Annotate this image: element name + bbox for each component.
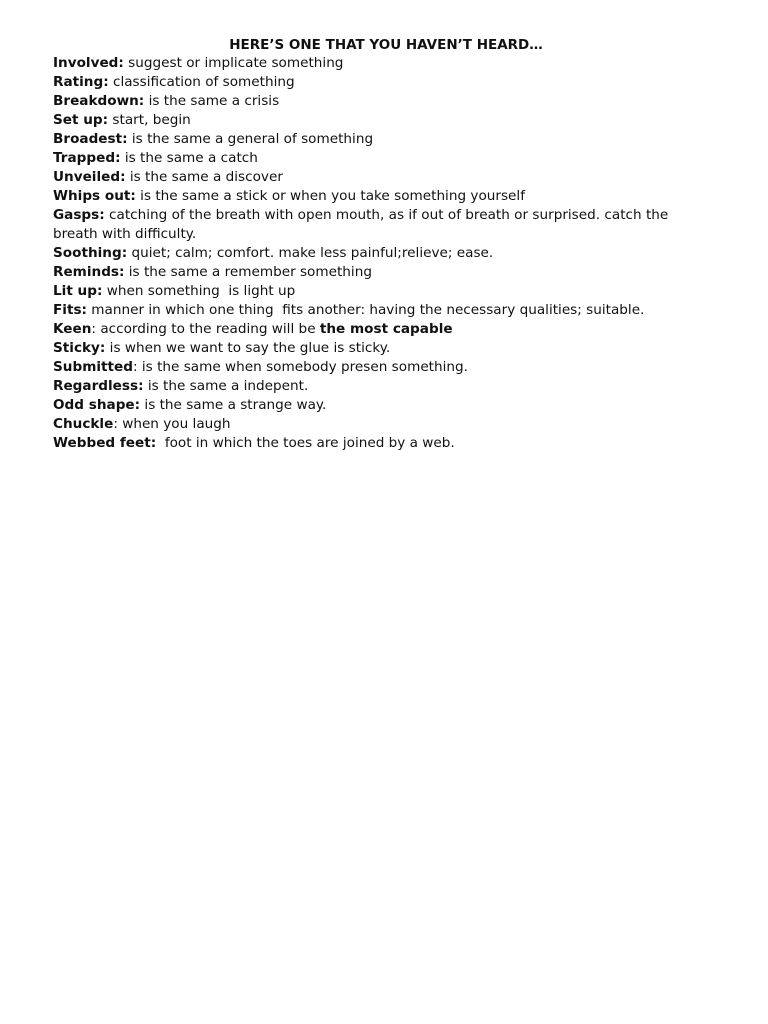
entry-term: Set up:: [53, 112, 109, 128]
vocabulary-entry: [53, 187, 693, 206]
entry-term: Reminds:: [53, 264, 125, 280]
entry-term: Breakdown:: [53, 93, 145, 109]
vocabulary-entry: [53, 73, 693, 92]
entry-term: Chuckle: [53, 416, 114, 432]
vocabulary-entry: [53, 339, 693, 358]
entry-term: Sticky:: [53, 340, 106, 356]
entry-term: Submitted: [53, 359, 133, 375]
vocabulary-entry: [53, 434, 693, 453]
vocabulary-entry: [53, 377, 693, 396]
vocabulary-entry: [53, 301, 693, 320]
entry-term: Regardless:: [53, 378, 144, 394]
entry-definition: is the same a strange way.: [140, 397, 327, 413]
entry-definition: catching of the breath with open mouth, as if out of breath or surprised. catch the breath with difficulty.: [53, 207, 673, 242]
entry-term: Gasps:: [53, 207, 105, 223]
entry-definition: classification of something: [108, 74, 295, 90]
entry-definition: is the same a discover: [125, 169, 283, 185]
entry-term: Broadest:: [53, 131, 128, 147]
vocabulary-entry: [53, 415, 693, 434]
entry-term: Keen: [53, 321, 92, 337]
entry-term: Trapped:: [53, 150, 121, 166]
entry-definition: quiet; calm; comfort. make less painful;relieve; ease.: [127, 245, 494, 261]
entry-definition: suggest or implicate something: [123, 55, 344, 71]
vocabulary-entry: [53, 149, 693, 168]
vocabulary-entry: [53, 282, 693, 301]
vocabulary-entry: [53, 396, 693, 415]
entry-term: Involved:: [53, 55, 124, 71]
entry-definition: is the same a catch: [120, 150, 258, 166]
entry-definition: : when you laugh: [113, 416, 231, 432]
vocabulary-entry: [53, 263, 693, 282]
entry-definition: is the same a general of something: [127, 131, 374, 147]
vocabulary-entry: [53, 130, 693, 149]
entry-term: Unveiled:: [53, 169, 126, 185]
vocabulary-entry: [53, 320, 693, 339]
vocabulary-entry: [53, 54, 693, 73]
entry-definition: is the same a crisis: [144, 93, 280, 109]
entry-term: Fits:: [53, 302, 87, 318]
entry-definition-emphasis: the most capable: [319, 321, 453, 337]
entry-definition: is the same a indepent.: [143, 378, 309, 394]
entry-term: Webbed feet:: [53, 435, 157, 451]
vocabulary-entry: [53, 168, 693, 187]
entry-definition: manner in which one thing fits another: having the necessary qualities; suitable.: [86, 302, 645, 318]
vocabulary-entry: [53, 358, 693, 377]
vocabulary-entry: [53, 244, 693, 263]
vocabulary-list: [53, 54, 693, 453]
entry-term: Soothing:: [53, 245, 128, 261]
entry-connector: : according to the reading will be: [91, 321, 320, 337]
document-title: HERE’S ONE THAT YOU HAVEN’T HEARD…: [229, 37, 543, 53]
entry-definition: is when we want to say the glue is sticky.: [105, 340, 391, 356]
entry-definition: is the same a remember something: [124, 264, 372, 280]
entry-definition: foot in which the toes are joined by a web.: [156, 435, 455, 451]
vocabulary-entry: [53, 111, 693, 130]
entry-definition: : is the same when somebody presen something.: [132, 359, 468, 375]
entry-definition: start, begin: [108, 112, 191, 128]
vocabulary-entry: [53, 206, 693, 244]
entry-definition: when something is light up: [102, 283, 296, 299]
entry-term: Odd shape:: [53, 397, 141, 413]
vocabulary-entry: [53, 92, 693, 111]
entry-definition: is the same a stick or when you take something yourself: [135, 188, 525, 204]
entry-term: Rating:: [53, 74, 109, 90]
entry-term: Lit up:: [53, 283, 103, 299]
entry-term: Whips out:: [53, 188, 136, 204]
